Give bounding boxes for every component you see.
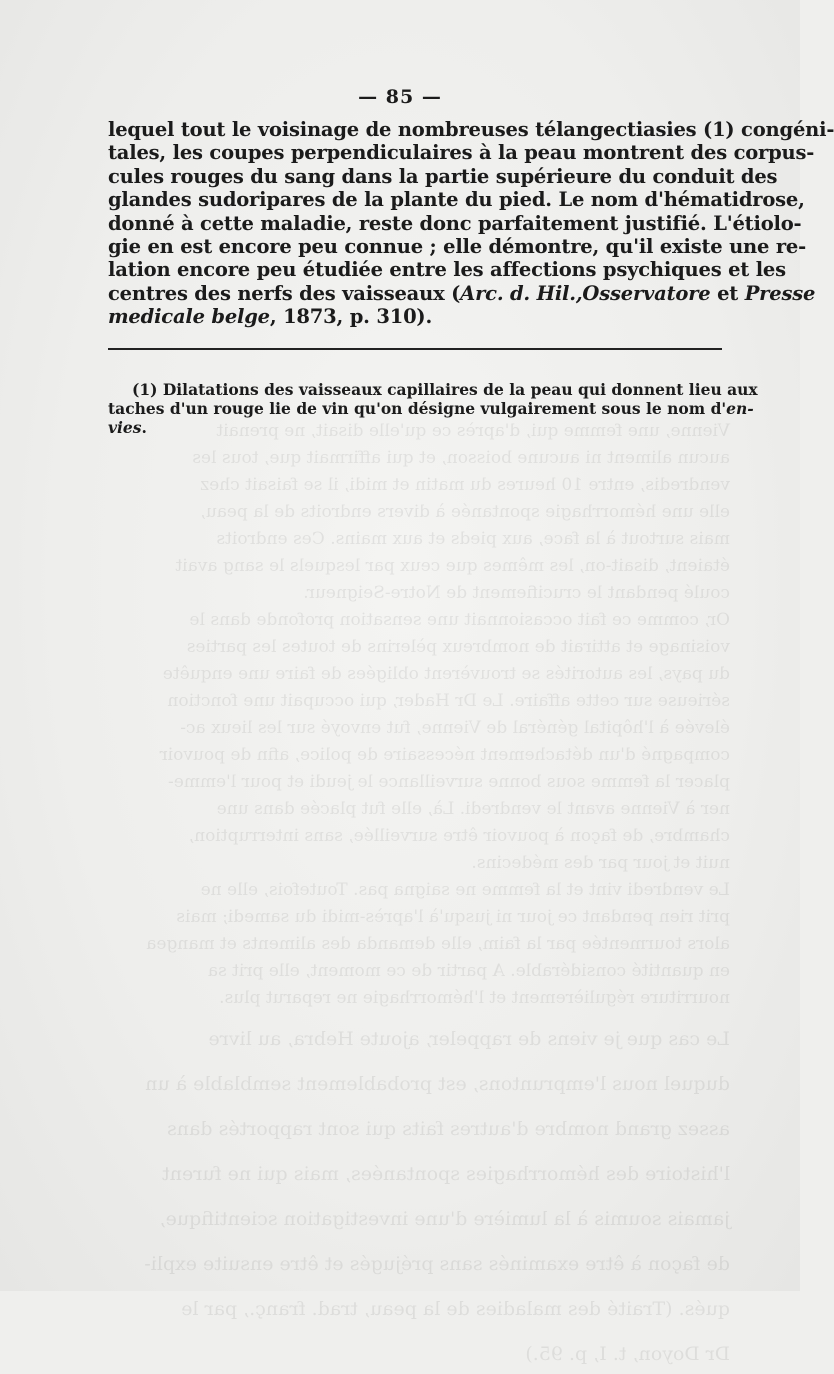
bleed-through-text: Vienne, une femme qui, d'après ce qu'elle disait, ne prenait aucun aliment ni aucune boisson, et qui affirmait que, tous les vendredis, entre 10 heures du matin et midi, il se faisait chez elle une hémorrhagie spontanée à divers endroits de la peau, mais surtout à la face, aux pieds et aux mains. Ces endroits étaient, disait-on, les mêmes que ceux par lesquels le sang avait coulé pendant le crucifiement de Notre-Seigneur. Or, comme ce fait occasionnait une sensation profonde dans le voisinage et attirait de nombreux pèlerins de toutes les parties du pays, les autorités se trouvèrent obligées de faire une enquête sérieuse sur cette affaire. Le Dr Hader, qui occupait une fonction élevée à l'hôpital général de Vienne, fut envoyé sur les lieux ac- compagné d'un détachement nécessaire de police, afin de pouvoir placer la femme sous bonne surveillance le jeudi et pour l'emme- ner à Vienne avant le vendredi. Là, elle fut placée dans une chambre, de façon à pouvoir être surveillée, sans interruption, nuit et jour par des médecins. Le vendredi vint et la femme ne saigna pas. Toutefois, elle ne prit rien pendant ce jour ni jusqu'à l'après-midi du samedi; mais alors tourmentée par la faim, elle demanda des aliments et mangea en quantité considérable. A partir de ce moment, elle prit sa nourriture régulièrement et l'hémorrhagie ne reparut plus. Le cas que je viens de rappeler, ajoute Hebra, au livre duquel nous l'empruntons, est probablement semblable à un assez grand nombre d'autres faits qui sont rapportés dans l'histoire des hémorrhagies spontanées, mais qui ne furent jamais soumis à la lumière d'une investigation scientifique, de façon à être examinés sans préjugés et être ensuite expli- qués. (Traité des maladies de la peau, trad. franç., par le Dr Doyon, t. I, p. 95.) (144, 421, 730, 1365)
footnote-separator (108, 348, 722, 350)
citation-tail: , 1873, p. 310). (269, 305, 433, 329)
page-number: — 85 — (358, 86, 442, 108)
text-line: lequel tout le voisinage de nombreuses télangectiasies (1) congéni- (108, 118, 834, 141)
body-paragraph (108, 118, 834, 329)
citation-ref: Arc. d. Hil.,Osservatore (460, 281, 711, 305)
text-fragment: centres des nerfs des vaisseaux ( (108, 281, 461, 305)
citation-and: et (710, 281, 745, 305)
text-line: cules rouges du sang dans la partie supérieure du conduit des (108, 164, 778, 188)
text-line-last (108, 305, 722, 328)
citation-journal-cont: medicale belge (108, 305, 270, 329)
footnote (108, 380, 758, 437)
citation-journal: Presse (744, 281, 816, 305)
footnote-line (108, 418, 722, 437)
text-line: tales, les coupes perpendiculaires à la peau montrent des corpus- (108, 141, 815, 165)
text-line: donné à cette maladie, reste donc parfaitement justifié. L'étiolo- (108, 211, 802, 235)
footnote-text: taches d'un rouge lie de vin qu'on désigne vulgairement sous le nom d' (108, 399, 727, 418)
text-line: lation encore peu étudiée entre les affections psychiques et les (108, 258, 786, 282)
footnote-line: (1) Dilatations des vaisseaux capillaires de la peau qui donnent lieu aux (132, 380, 758, 399)
footnote-tail: . (141, 418, 147, 437)
text-line: gie en est encore peu connue ; elle démontre, qu'il existe une re- (108, 235, 806, 259)
footnote-italic-cont: vies (108, 418, 142, 437)
text-line: glandes sudoripares de la plante du pied. Le nom d'hématidrose, (108, 188, 805, 212)
footnote-line (108, 399, 754, 418)
text-line-citation (108, 281, 816, 305)
footnote-italic: en- (726, 399, 754, 418)
